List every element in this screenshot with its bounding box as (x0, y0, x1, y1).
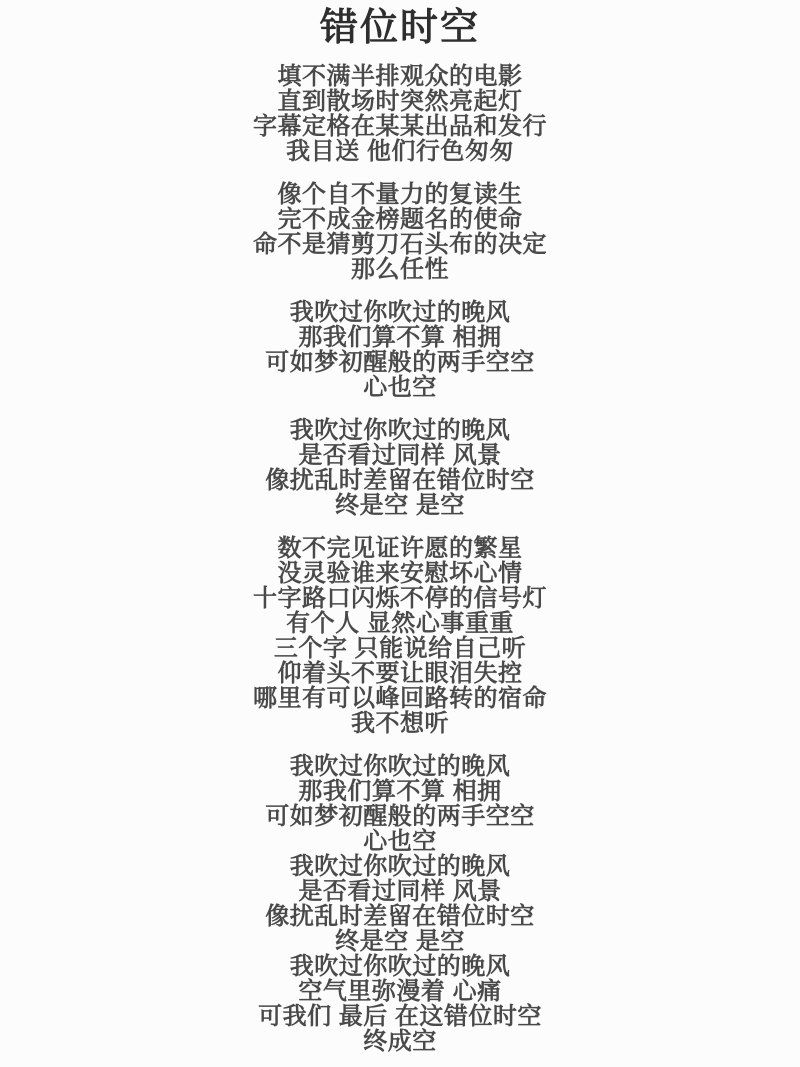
lyric-line: 直到散场时突然亮起灯 (277, 88, 523, 115)
lyric-line: 字幕定格在某某出品和发行 (253, 113, 547, 140)
lyric-line: 我吹过你吹过的晚风 (289, 299, 511, 326)
lyric-line: 我吹过你吹过的晚风 (289, 953, 511, 980)
lyric-line: 命不是猜剪刀石头布的决定 (253, 231, 547, 258)
lyric-line: 可如梦初醒般的两手空空 (265, 803, 535, 830)
lyric-line: 三个字 只能说给自己听 (273, 635, 527, 662)
lyric-line: 我吹过你吹过的晚风 (289, 853, 511, 880)
lyric-line: 没灵验谁来安慰坏心情 (277, 560, 523, 587)
lyric-line: 哪里有可以峰回路转的宿命 (253, 685, 547, 712)
lyric-line: 终成空 (363, 1028, 437, 1055)
lyric-line: 那我们算不算 相拥 (298, 324, 502, 351)
lyric-line: 终是空 是空 (335, 492, 465, 519)
lyric-line: 心也空 (363, 828, 437, 855)
lyric-line: 我吹过你吹过的晚风 (289, 417, 511, 444)
lyric-line: 我不想听 (351, 710, 449, 737)
lyric-line: 终是空 是空 (335, 928, 465, 955)
lyrics-container (0, 64, 800, 1054)
lyric-line: 我吹过你吹过的晚风 (289, 753, 511, 780)
lyric-line: 我目送 他们行色匆匆 (286, 138, 514, 165)
lyric-line: 是否看过同样 风景 (298, 878, 502, 905)
lyric-line: 完不成金榜题名的使命 (277, 206, 523, 233)
stanza (0, 754, 800, 1054)
lyric-line: 仰着头不要让眼泪失控 (277, 660, 523, 687)
lyric-line: 十字路口闪烁不停的信号灯 (253, 585, 547, 612)
lyric-line: 像个自不量力的复读生 (277, 181, 523, 208)
lyric-line: 像扰乱时差留在错位时空 (265, 903, 535, 930)
lyric-line: 可如梦初醒般的两手空空 (265, 349, 535, 376)
lyric-line: 有个人 显然心事重重 (286, 610, 514, 637)
song-title: 错位时空 (319, 7, 480, 49)
lyric-line: 数不完见证许愿的繁星 (277, 535, 523, 562)
lyric-line: 心也空 (363, 374, 437, 401)
lyric-line: 填不满半排观众的电影 (277, 63, 523, 90)
stanza (0, 300, 800, 400)
stanza (0, 536, 800, 736)
lyric-line: 那我们算不算 相拥 (298, 778, 502, 805)
stanza (0, 418, 800, 518)
stanza (0, 182, 800, 282)
lyric-line: 那么任性 (351, 256, 449, 283)
stanza (0, 64, 800, 164)
lyric-line: 是否看过同样 风景 (298, 442, 502, 469)
lyric-line: 空气里弥漫着 心痛 (298, 978, 502, 1005)
lyric-line: 像扰乱时差留在错位时空 (265, 467, 535, 494)
lyric-line: 可我们 最后 在这错位时空 (258, 1003, 542, 1030)
